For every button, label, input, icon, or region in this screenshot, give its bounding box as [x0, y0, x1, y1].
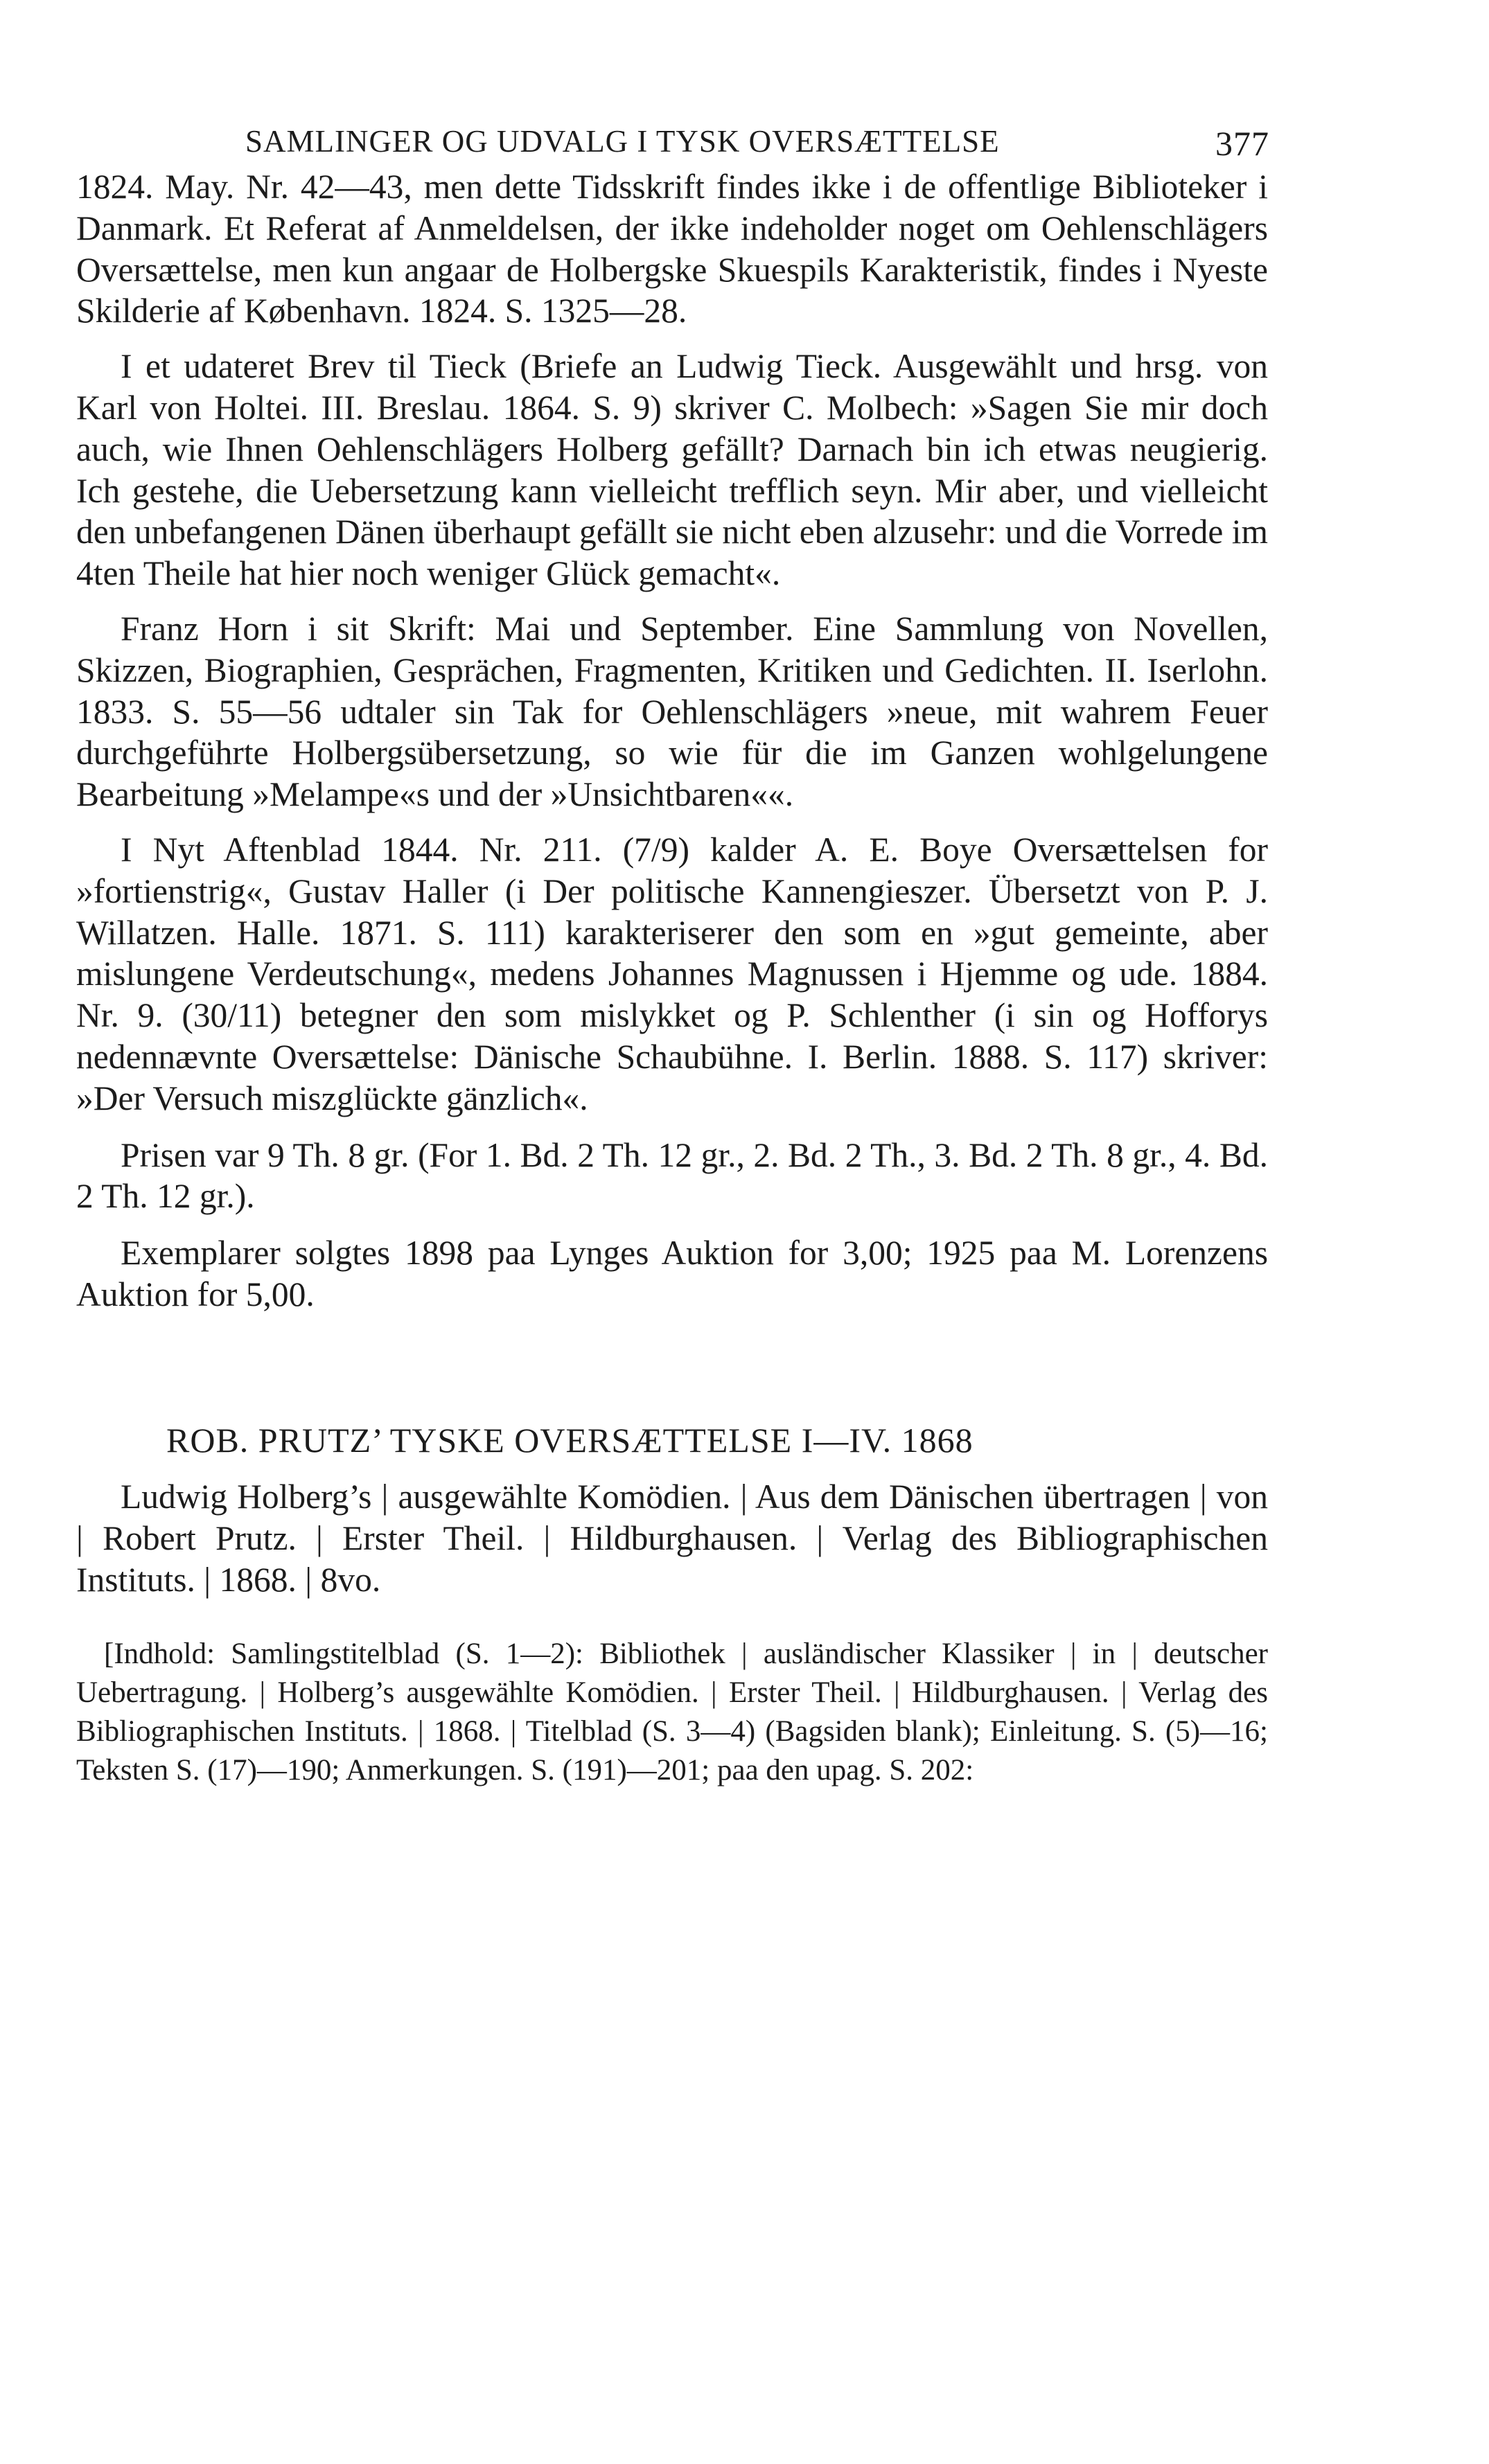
bibliographic-entry: Ludwig Holberg’s | ausgewählte Komödien. | Aus dem Dänischen übertragen | von | Robert Prutz. | Erster Theil. | Hildburghausen. | Verlag des Bibliographischen Instituts. | 1868. | 8vo. — [76, 1477, 1268, 1599]
paragraph-tieck-letter: I et udateret Brev til Tieck (Briefe an Ludwig Tieck. Ausgewählt und hrsg. von Karl von Holtei. III. Breslau. 1864. S. 9) skriver C. Molbech: »Sagen Sie mir doch auch, wie Ihnen Oehlenschlägers Holberg gefällt? Darnach bin ich etwas neugierig. Ich gestehe, die Uebersetzung kann vielleicht trefflich seyn. Mir aber, und vielleicht den unbefangenen Dänen überhaupt gefällt sie nicht eben alzusehr: und die Vorrede im 4ten Theile hat hier noch weniger Glück gemacht«. — [76, 347, 1268, 593]
running-head-title: SAMLINGER OG UDVALG I TYSK OVERSÆTTELSE — [245, 124, 1000, 159]
paragraph-auction: Exemplarer solgtes 1898 paa Lynges Auktion for 3,00; 1925 paa M. Lorenzens Auktion for 5,00. — [76, 1234, 1268, 1313]
page-number: 377 — [1215, 124, 1269, 163]
running-head — [76, 104, 1268, 166]
paragraph-reviews: I Nyt Aftenblad 1844. Nr. 211. (7/9) kalder A. E. Boye Oversættelsen for »fortienstrig«, Gustav Haller (i Der politische Kannengieszer. Übersetzt von P. J. Willatzen. Halle. 1871. S. 111) karakteriserer den som en »gut gemeinte, aber mislungene Verdeutschung«, medens Johannes Magnussen i Hjemme og ude. 1884. Nr. 9. (30/11) betegner den som mislykket og P. Schlenther (i sin og Hofforys nedennævnte Oversættelse: Dänische Schaubühne. I. Berlin. 1888. S. 117) skriver: »Der Versuch miszglückte gänzlich«. — [76, 830, 1268, 1117]
contents-note: [Indhold: Samlingstitelblad (S. 1—2): Bibliothek | ausländischer Klassiker | in | deutscher Uebertragung. | Holberg’s ausgewählte Komödien. | Erster Theil. | Hildburghausen. | Verlag des Bibliographischen Instituts. | 1868. | Titelblad (S. 3—4) (Bagsiden blank); Einleitung. S. (5)—16; Teksten S. (17)—190; Anmerkungen. S. (191)—201; paa den upag. S. 202: — [76, 1638, 1268, 1787]
paragraph-continuation: 1824. May. Nr. 42—43, men dette Tidsskrift findes ikke i de offentlige Biblioteker i Danmark. Et Referat af Anmeldelsen, der ikke indeholder noget om Oehlenschlägers Oversættelse, men kun angaar de Holbergske Skuespils Karakteristik, findes i Nyeste Skilderie af København. 1824. S. 1325—28. — [76, 168, 1268, 330]
section-heading: ROB. PRUTZ’ TYSKE OVERSÆTTELSE I—IV. 1868 — [166, 1420, 973, 1460]
paragraph-franz-horn: Franz Horn i sit Skrift: Mai und September. Eine Sammlung von Novellen, Skizzen, Biographien, Gesprächen, Fragmenten, Kritiken und Gedichten. II. Iserlohn. 1833. S. 55—56 udtaler sin Tak for Oehlenschlägers »neue, mit wahrem Feuer durchgeführte Holbergsübersetzung, so wie für die im Ganzen wohlgelungene Bearbeitung »Melampe«s und der »Unsichtbaren««. — [76, 609, 1268, 814]
paragraph-price: Prisen var 9 Th. 8 gr. (For 1. Bd. 2 Th. 12 gr., 2. Bd. 2 Th., 3. Bd. 2 Th. 8 gr., 4. Bd. 2 Th. 12 gr.). — [76, 1135, 1268, 1216]
book-page — [76, 104, 1268, 1820]
